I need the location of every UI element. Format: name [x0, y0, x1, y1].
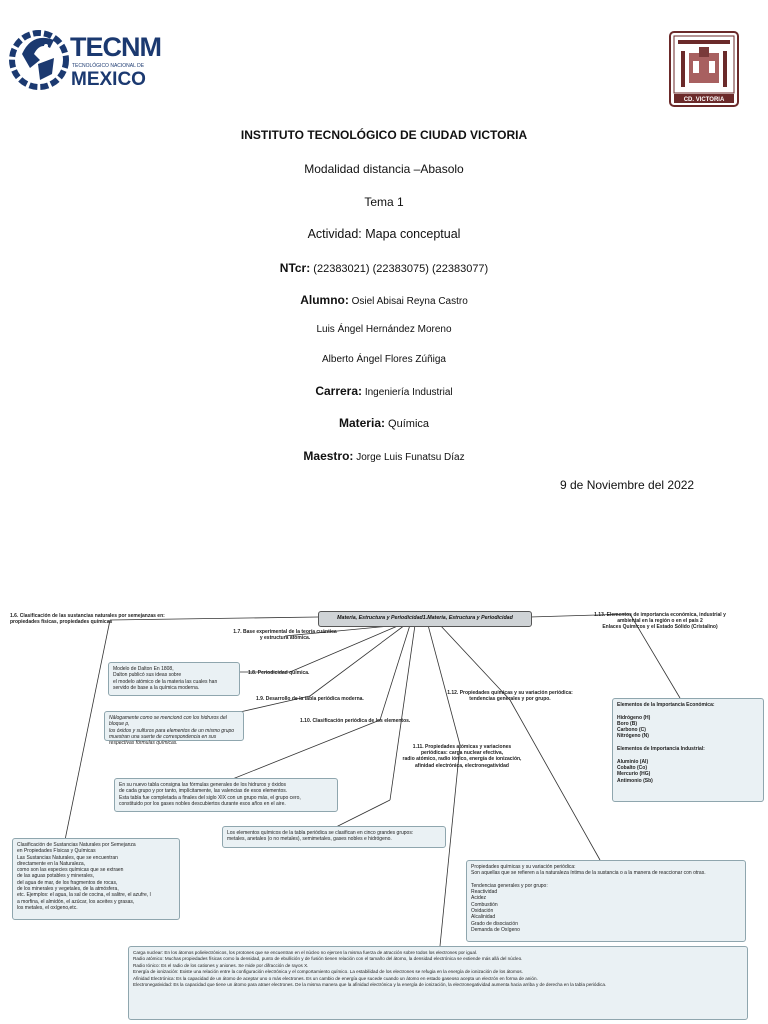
- teacher-label: Maestro:: [303, 449, 354, 463]
- node-1-8: 1.8. Periodicidad química.: [248, 670, 310, 676]
- box-tabla-hidruros: En su nuevo tabla consigna las fórmulas generales de los hidruros y óxidos de cada grupo y por tanto, implícitamente, las valencias de esos elementos. Esta tabla fue completada a finales del siglo XIX con un grupo más, el grupo cero, constituido por los gases nobles descubiertos durante esos años en el aire.: [114, 778, 338, 812]
- career-value: Ingeniería Industrial: [364, 387, 453, 398]
- node-1-6: 1.6. Clasificación de las sustancias naturales por semejanzas en: propiedades físicas, propiedades químicas: [10, 613, 165, 626]
- teacher-line: [0, 449, 768, 463]
- subject-label: Materia:: [338, 416, 385, 430]
- box-propiedades-quimicas: Propiedades químicas y su variación periódica: Son aquellas que se refieren a la naturaleza íntima de la sustancia o a la manera de reaccionar con otras. Tendencias generales y por grupo: Reactividad Acidez Combustión Oxidación Alcalinidad Grado de disociación Demanda de Oxígeno: [466, 860, 746, 942]
- box-cinco-grupos: Los elementos químicos de la tabla periódica se clasifican en cinco grandes grupos: metales, anetales (o no metales), semimetales, gases nobles e hidrógeno.: [222, 826, 446, 848]
- node-1-13: 1.13. Elementos de importancia económica, industrial y ambiental en la región o en el país 2 Enlaces Químicos y el Estado Sólido (Cristalino): [594, 612, 726, 631]
- box-sustancias-naturales: Clasificación de Sustancias Naturales por Semejanza en Propiedades Físicas y Químicas Las Sustancias Naturales, que se encuentran directamente en la Naturaleza, como son las especies químicas que se extraen de las aguas potables y minerales, del agua de mar, de los fragmentos de rocas, de los minerales y vegetales, de la atmósfera, etc. Ejemplos: el agua, la sal de cocina, el salitre, el azufre, l a morfina, el almidón, el azúcar, los aceites y grasas, los metales, el oxígeno,etc.: [12, 838, 180, 920]
- node-1-7: 1.7. Base experimental de la teoría cuántica y estructura atómica.: [233, 629, 337, 642]
- student-name-3: Alberto Ángel Flores Zúñiga: [322, 354, 446, 365]
- ntcr-line: [0, 261, 768, 275]
- career-label: Carrera:: [315, 384, 363, 398]
- seal-caption: CD. VICTORIA: [683, 97, 725, 103]
- teacher-value: Jorge Luis Funatsu Díaz: [356, 452, 465, 463]
- modality-line: Modalidad distancia –Abasolo: [304, 162, 464, 176]
- student-name-2: Luis Ángel Hernández Moreno: [316, 324, 452, 335]
- logo-subtitle: TECNOLÓGICO NACIONAL DE: [72, 63, 145, 69]
- eagle-emblem-icon: [10, 24, 68, 94]
- logo-wordmark: TECNM: [70, 32, 161, 62]
- ntcr-label: NTcr:: [279, 261, 311, 275]
- box-importancia-economica: Elementos de la Importancia Económica: Hidrógeno (H) Boro (B) Carbono (C) Nitrógeno (N) Elementos de Importancia Industrial: Aluminio (Al) Cobalto (Co) Mercurio (HG) Antimonio (Sb): [612, 698, 764, 802]
- box-propiedades-atomicas: Carga nuclear: En los átomos polielectrónicos, los protones que se encuentran en el núcleo no ejercen la misma fuerza de atracción sobre todos los electrones por igual. Radio atómico: Muchas propiedades físicas como la densidad, punto de ebullición y de fusión tienen relación con el tamaño del átomo, la densidad electrónica se extiende más allá del núcleo. Radio Iónico: Es el radio de los cationes y aniones. Se mide por difracción de rayos X. Energía de ionización: Existe una relación entre la configuración electrónica y el comportamiento químico. La estabilidad de los electrones se refugia en la energía de ionización de los átomos. Afinidad Electrónica: Es la capacidad de un átomo de aceptar uno o más electrones. Es un cambio de energía que sucede cuando un átomo en estado gaseoso acepta un electrón en forma de anión. Electronegatividad: Es la capacidad que tiene un átomo para atraer electrones. De la misma manera que la afinidad electrónica y la energía de ionización, la electronegatividad aumenta hacia arriba y de derecha en la tabla periódica.: [128, 946, 748, 1020]
- box-dalton: Modelo de Dalton En 1808, Dalton publicó sus ideas sobre el modelo atómico de la materia las cuales han servido de base a la química moderna.: [108, 662, 240, 696]
- box-bloque-p: Nâlogamente como se mencionó con los hidruros del bloque p, los óxidos y sulfuros para elementos de un mismo grupo muestran una suerte de correspondencia en sus respectivas fórmulas químicas.: [104, 711, 244, 741]
- ntcr-value: (22383021) (22383075) (22383077): [313, 263, 489, 275]
- institute-seal-icon: [669, 31, 739, 107]
- node-1-9: 1.9. Desarrollo de la tabla periódica moderna.: [256, 696, 364, 702]
- subject-line: [0, 416, 768, 430]
- concept-map-root: Materia, Estructura y Periodicidad1.Materia, Estructura y Periodicidad: [318, 611, 532, 627]
- institution-title: INSTITUTO TECNOLÓGICO DE CIUDAD VICTORIA: [240, 128, 528, 142]
- topic-line: Tema 1: [364, 195, 404, 209]
- activity-line: Actividad: Mapa conceptual: [307, 227, 461, 241]
- student-line: [0, 293, 768, 307]
- node-1-11: 1.11. Propiedades atómicas y variaciones periódicas: carga nuclear efectiva, radio atómico, radio iónico, energía de ionización, afinidad electrónica, electronegatividad: [402, 744, 522, 769]
- date-line: 9 de Noviembre del 2022: [560, 478, 695, 492]
- student-label: Alumno:: [300, 293, 349, 307]
- logo-mexico: MEXICO: [71, 69, 146, 90]
- student-name-1: Osiel Abisai Reyna Castro: [351, 296, 468, 307]
- career-line: [0, 384, 768, 398]
- node-1-12: 1.12. Propiedades químicas y su variación periódica: tendencias generales y por grupo.: [447, 690, 573, 703]
- subject-value: Química: [388, 418, 430, 430]
- node-1-10: 1.10. Clasificación periódica de los elementos.: [300, 718, 411, 724]
- tecnm-logo: [10, 24, 161, 94]
